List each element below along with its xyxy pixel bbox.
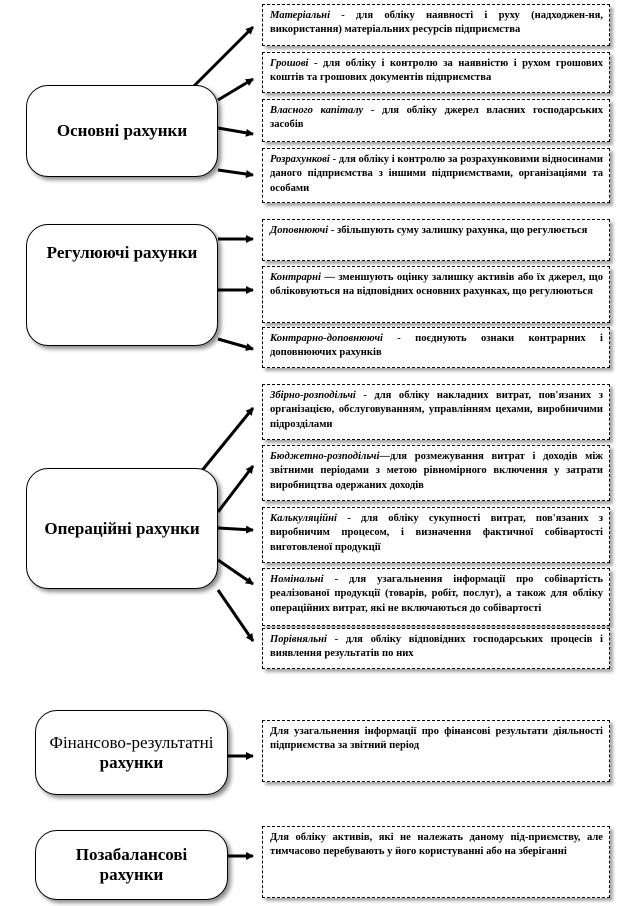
item-rozrakhunkovi	[262, 148, 610, 203]
arrow-op-3	[218, 528, 253, 530]
item-term: Контрарно-доповнюючі	[270, 333, 383, 344]
item-text: - для обліку наявності і руху (надходжен-ня, використання) матеріальних ресурсів підприємства	[270, 10, 603, 36]
item-kalkuliatsiini	[262, 507, 610, 563]
item-text: - для обліку відповідних господарських процесів і виявлення результатів по них	[270, 634, 603, 660]
item-text: - для обліку накладних витрат, пов'язаних з організацією, обслуговуванням, управлінням цехами, виробничими підрозділами	[270, 390, 603, 430]
item-text: - для обліку і контролю за наявністю і рухом грошових коштів та грошових документів підприємства	[270, 58, 603, 84]
item-porivnialni	[262, 628, 610, 669]
item-term: Власного капіталу	[270, 105, 364, 116]
arrow-op-2	[218, 466, 253, 512]
group-title: Позабалансові рахунки	[75, 845, 188, 884]
item-term: Доповнюючі	[270, 225, 329, 236]
item-text: - поєднують ознаки контрарних і доповнюючих рахунків	[270, 333, 603, 359]
arrow-op-5	[218, 590, 253, 641]
item-term: Матеріальні	[270, 10, 331, 21]
group-operatsiini-rakhunky	[26, 468, 218, 589]
item-kontrarni	[262, 266, 610, 323]
item-text: — зменшують оцінку залишку активів або їх джерел, що обліковуються на відповідних основних рахунках, що регулюються	[270, 272, 603, 298]
item-finansovo-description	[262, 720, 610, 782]
arrow-osnovni-4	[218, 170, 253, 175]
item-text: - для обліку джерел власних господарських засобів	[270, 105, 604, 131]
item-text: Для обліку активів, які не належать даному під-приємству, але тимчасово перебувають у його користуванні або на зберіганні	[270, 832, 603, 858]
item-term: Розрахункові	[270, 154, 330, 165]
item-zbirno-rozpodilchi	[262, 384, 610, 440]
arrow-op-4	[218, 560, 253, 584]
item-materialni	[262, 4, 610, 46]
item-term: Грошові	[270, 58, 309, 69]
item-kontrarno-dopovniuiuchi	[262, 327, 610, 368]
item-text: - для обліку і контролю за розрахунковими відносинами даного підприємства з іншими підприємствами, організаціями та особами	[270, 154, 603, 194]
item-term: Контрарні	[270, 272, 321, 283]
item-pozabalansovi-description	[262, 826, 610, 898]
item-term: Порівняльні	[270, 634, 327, 645]
item-dopovniuiuchi	[262, 219, 610, 261]
group-finansovo-rezultatni-rakhunky	[35, 710, 228, 795]
group-title: Основні рахунки	[56, 121, 188, 141]
item-term: Калькуляційні	[270, 513, 337, 524]
item-vlasnoho-kapitalu	[262, 99, 610, 142]
item-term: Бюджетно-розподільчі	[270, 451, 380, 462]
item-biudzhetno-rozpodilchi	[262, 445, 610, 501]
group-osnovni-rakhunky	[26, 85, 218, 177]
arrow-reg-3	[218, 339, 253, 349]
item-text: - для обліку сукупності витрат, пов'язаних з виробничим процесом, і визначення фактичної собівартості виготовленої продукції	[270, 513, 603, 553]
arrow-osnovni-1	[190, 27, 253, 90]
item-text: —для розмежування витрат і доходів між звітними періодами з метою рівномірного включення у затрати виробництва одержаних доходів	[270, 451, 603, 491]
group-pozabalansovi-rakhunky	[35, 830, 228, 900]
item-text: Для узагальнення інформації про фінансові результати діяльності підприємства за звітний період	[270, 726, 603, 752]
group-title: Регулюючі рахунки	[46, 243, 198, 262]
item-text: - збільшують суму залишку рахунка, що регулюється	[328, 225, 588, 236]
group-title-line2: рахунки	[99, 752, 164, 772]
item-text: - для узагальнення інформації про собівартість реалізованої продукції (товарів, робіт, послуг), а також для обліку операційних витрат, які не включаються до собівартості	[270, 574, 603, 614]
group-rehuliuiuchi-rakhunky	[26, 224, 218, 346]
group-title: Операційні рахунки	[44, 518, 200, 538]
group-title-line1: Фінансово-результатні	[49, 732, 214, 752]
arrow-osnovni-3	[218, 128, 253, 134]
item-term: Збірно-розподільчі	[270, 390, 356, 401]
item-term: Номінальні	[270, 574, 324, 585]
item-hroshovi	[262, 52, 610, 93]
arrow-osnovni-2	[218, 79, 253, 100]
item-nominalni	[262, 568, 610, 626]
